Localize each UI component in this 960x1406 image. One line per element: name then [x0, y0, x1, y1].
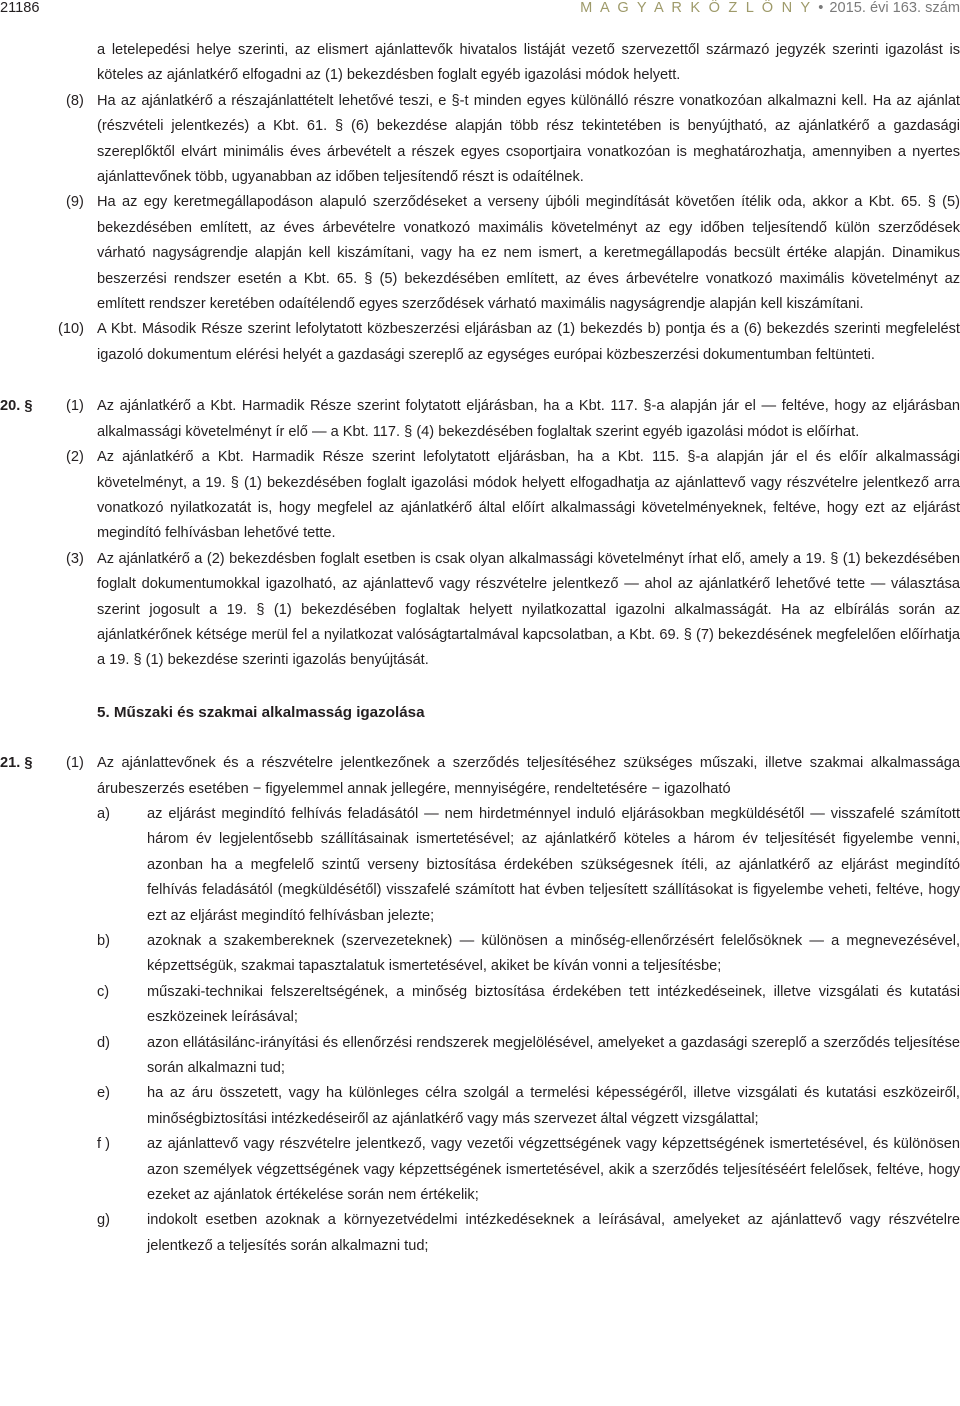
list-item: [97, 1031, 960, 1082]
journal-name: M A G Y A R K Ö Z L Ö N Y: [580, 0, 813, 16]
item-text: műszaki-technikai felszereltségének, a minőség biztosítása érdekében tett intézkedéseinek, illetve vizsgálati és kutatási eszközeinek leírásával;: [147, 983, 960, 1026]
item-letter: b): [97, 933, 110, 949]
section-number: 21. §: [0, 755, 33, 772]
continuation-text: a letelepedési helye szerinti, az elismert ajánlattevők hivatalos listáját vezető szervezettől származó jegyzék szerinti igazolást is köteles az ajánlatkérő elfogadni az (1) bekezdésben foglalt egyéb igazolási módok helyett.: [97, 42, 960, 84]
paragraph-number: (1): [66, 398, 84, 415]
item-letter: c): [97, 983, 110, 1000]
section-20-paragraph-1: [0, 394, 960, 445]
paragraph-number: (10): [58, 321, 84, 338]
paragraph-number: (9): [66, 194, 84, 211]
item-text: azoknak a szakembereknek (szervezeteknek) — különösen a minőség-ellenőrzésért felelősöknek — a megnevezésével, képzettségük, szakmai tapasztalatuk ismertetésével, akiket be kíván vonni a teljesítésbe;: [147, 933, 960, 975]
section-number: 20. §: [0, 398, 33, 415]
continuation-paragraph: [0, 38, 960, 89]
paragraph-8: [0, 89, 960, 191]
item-text: az ajánlattevő vagy részvételre jelentkező, vagy vezetői végzettségének vagy képzettségének ismertetésével, és különösen azon személyek végzettségének vagy képzettségének ismertetésével, akik a szerződés teljesítéséért felelősek, feltéve, hogy ezeket az ajánlatok értékelése során nem értékelik;: [147, 1136, 960, 1204]
paragraph-text: Ha az egy keretmegállapodáson alapuló szerződéseket a verseny újbóli megindítását követően ítélik oda, akkor a Kbt. 65. § (5) bekezdésében említett, az éves árbevételre vonatkozó maximális követelményt az egy időben teljesítendő külön szerződések várható nagyságrendje alapján kell kiszámítani, vagy ha ez nem ismert, a keretmegállapodás becsült értéke alapján. Dinamikus beszerzési rendszer esetén a Kbt. 65. § (5) bekezdésében említett, az éves árbevételre vonatkozó maximális követelményt az említett rendszer keretében odaítélendő egyes szerződések várható maximális nagyságrendje alapján kell kiszámítani.: [97, 194, 960, 313]
item-letter: f ): [97, 1136, 110, 1153]
paragraph-number: (3): [66, 550, 84, 567]
section-21-paragraph-1: [0, 751, 960, 802]
paragraph-number: (1): [66, 755, 84, 772]
paragraph-text: A Kbt. Második Része szerint lefolytatott közbeszerzési eljárásban az (1) bekezdés b) pontja és a (6) bekezdés szerinti megfelelést igazoló dokumentum elérési helyét a gazdasági szereplő az egységes európai közbeszerzési dokumentumban feltünteti.: [97, 321, 960, 363]
page-number: 21186: [0, 0, 40, 16]
list-item: [97, 1081, 960, 1132]
issue-label: 2015. évi 163. szám: [829, 0, 960, 16]
list-item: [97, 1208, 960, 1259]
list-item: [97, 802, 960, 929]
paragraph-text: Az ajánlatkérő a Kbt. Harmadik Része szerint lefolytatott eljárásban, ha a Kbt. 115. §-a alapján jár el és előír alkalmassági követelményt, a 19. § (1) bekezdésében foglalt igazolási módok helyett elfogadhatja az ajánlattevő vagy részvételre jelentkező arra vonatkozó nyilatkozatát is, hogy megfelel az ajánlatkérő által előírt alkalmassági követelményeknek, feltéve, hogy ezt az eljárást megindító felhívásban lehetővé tette.: [97, 449, 960, 542]
paragraph-10: [0, 317, 960, 368]
item-letter: e): [97, 1085, 110, 1102]
paragraph-9: [0, 190, 960, 317]
list-item: [97, 929, 960, 980]
paragraph-text: Az ajánlatkérő a Kbt. Harmadik Része szerint folytatott eljárásban, ha a Kbt. 117. §-a alapján jár el — feltéve, hogy az eljárásban alkalmassági követelményt ír elő — a Kbt. 117. § (4) bekezdésében foglaltak szerint egyéb igazolási módot is előírhat.: [97, 398, 960, 440]
item-text: ha az áru összetett, vagy ha különleges célra szolgál a termelési képességéről, illetve vizsgálati és kutatási eszközeiről, minőségbiztosítási intézkedéseiről az ajánlatkérő vagy más szervezet által végzett vizsgálattal;: [147, 1085, 960, 1127]
paragraph-number: (8): [66, 92, 84, 109]
chapter-heading: 5. Műszaki és szakmai alkalmasság igazolása: [97, 703, 425, 721]
list-item: [97, 1132, 960, 1208]
item-text: azon ellátásilánc-irányítási és ellenőrzési rendszerek megjelölésével, amelyeket a gazdasági szereplő a szerződés teljesítése során alkalmazni tud;: [147, 1034, 960, 1077]
journal-title: [580, 0, 960, 16]
header-bullet: •: [818, 0, 824, 16]
item-text: az eljárást megindító felhívás feladásától — nem hirdetménnyel induló eljárásokban megküldésétől — visszafelé számított három év legjelentősebb szállításainak ismertetésével; az ajánlatkérő köteles a három év teljesítését figyelembe venni, azonban ha a megfelelő szintű verseny biztosítása érdekében szükségesnek ítéli, az ajánlatkérő az eljárást megindító felhívás feladásától (megküldésétől) visszafelé számított hat évben teljesített szállításokat is figyelembe veheti, feltéve, hogy ezt az eljárást megindító felhívásban jelezte;: [147, 805, 960, 924]
item-letter: d): [97, 1034, 110, 1051]
document-body: [0, 38, 960, 1259]
paragraph-text: Ha az ajánlatkérő a részajánlattételt lehetővé teszi, e §-t minden egyes különálló részre vonatkozóan alkalmazni kell. Ha az ajánlat (részvételi jelentkezés) a Kbt. 61. § (6) bekezdése alapján több rész tekintetében is benyújtható, az ajánlatkérő a gazdasági szereplőktől elvárt minimális éves árbevételt a részek egyes csoportjaira vonatkozóan is meghatározhatja, amennyiben a nyertes ajánlattevőnek több, ugyanabban az időben teljesítendő részt is odaítélnek.: [97, 92, 960, 186]
item-letter: g): [97, 1212, 110, 1229]
paragraph-text: Az ajánlatkérő a (2) bekezdésben foglalt esetben is csak olyan alkalmassági követelményt írhat elő, amely a 19. § (1) bekezdésében foglalt dokumentumokkal igazolható, az ajánlattevő vagy részvételre jelentkező — ahol az ajánlatkérő lehetővé tette — választása szerint jogosult a 19. § (1) bekezdésében foglaltak helyett nyilatkozattal igazolni alkalmasságát. Ha az elbírálás során az ajánlatkérőnek kétsége merül fel a nyilatkozat valóságtartalmával kapcsolatban, a Kbt. 69. § (7) bekezdésének megfelelően előírhatja a 19. § (1) bekezdése szerinti igazolás benyújtását.: [97, 550, 960, 669]
item-letter: a): [97, 805, 110, 822]
section-20-paragraph-3: [0, 547, 960, 674]
section-20-paragraph-2: [0, 445, 960, 547]
item-text: indokolt esetben azoknak a környezetvédelmi intézkedéseknek a leírásával, amelyeket az ajánlattevő vagy részvételre jelentkező a teljesítés során alkalmazni tud;: [147, 1212, 960, 1254]
page-header: [0, 0, 960, 22]
paragraph-text: Az ajánlattevőnek és a részvételre jelentkezőnek a szerződés teljesítéséhez szükséges műszaki, illetve szakmai alkalmassága árubeszerzés esetében − figyelemmel annak jellegére, mennyiségére, rendeltetésére − igazolható: [97, 755, 960, 797]
paragraph-number: (2): [66, 449, 84, 466]
list-item: [97, 980, 960, 1031]
